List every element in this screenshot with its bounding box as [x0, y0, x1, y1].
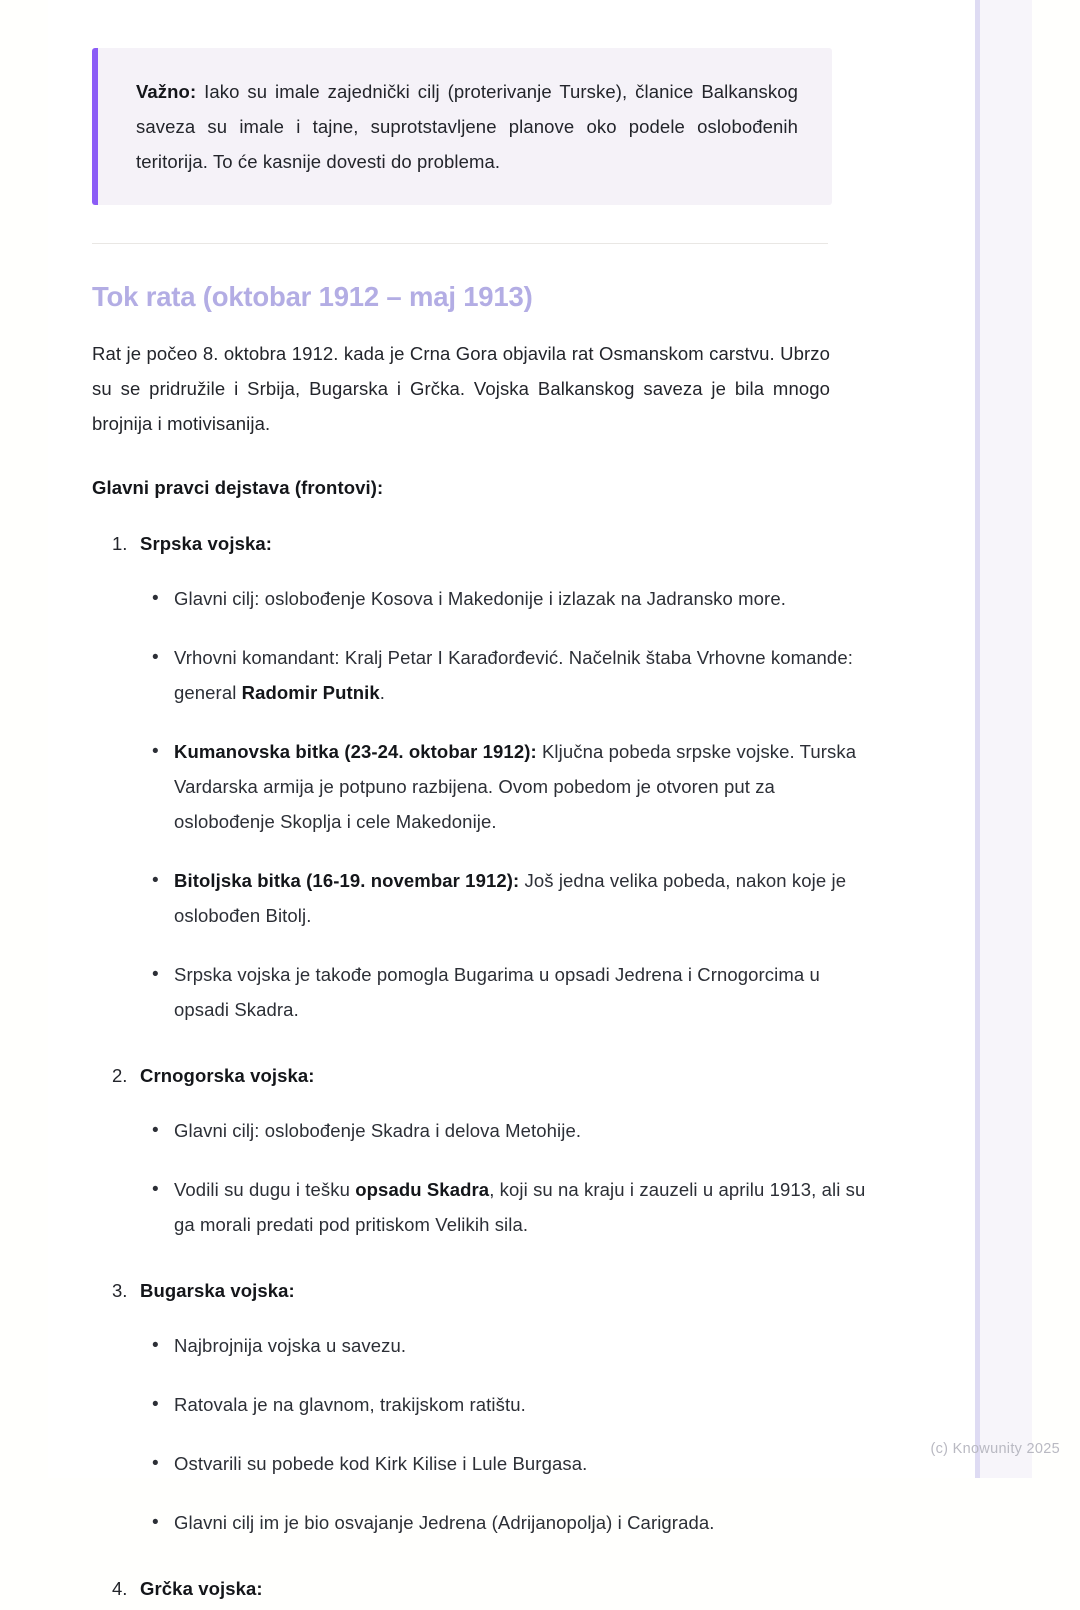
- army-point: [174, 1172, 874, 1242]
- point-text: Glavni cilj im je bio osvajanje Jedrena (Adrijanopolja) i Carigrada.: [174, 1512, 715, 1533]
- point-text: Vodili su dugu i tešku: [174, 1179, 356, 1200]
- point-text: Glavni cilj: oslobođenje Kosova i Makedonije i izlazak na Jadransko more.: [174, 588, 786, 609]
- intro-paragraph: Rat je počeo 8. oktobra 1912. kada je Crna Gora objavila rat Osmanskom carstvu. Ubrzo su se pridružile i Srbija, Bugarska i Grčka. Vojska Balkanskog saveza je bila mnogo brojnija i motivisanija.: [92, 343, 830, 434]
- army-title: Grčka vojska:: [140, 1578, 263, 1599]
- army-point: [174, 1328, 874, 1363]
- point-tail-text: .: [379, 682, 386, 703]
- callout-text: [136, 74, 798, 179]
- army-point: [174, 734, 874, 839]
- point-tail-text: , koji su na kraju i zauzeli u aprilu 1913, ali su ga morali predati pod pritiskom Velikih sila.: [174, 1179, 866, 1235]
- point-text: Glavni cilj: oslobođenje Skadra i delova Metohije.: [174, 1120, 582, 1141]
- point-text: Ratovala je na glavnom, trakijskom ratištu.: [174, 1394, 526, 1415]
- army-point: [174, 957, 874, 1027]
- point-text: Ključna pobeda srpske vojske. Turska Vardarska armija je potpuno razbijena. Ovom pobedom je otvoren put za oslobođenje Skoplja i cele Makedonije.: [174, 741, 857, 832]
- point-bold-emphasis: opsadu Skadra: [355, 1179, 490, 1200]
- fronts-label: Glavni pravci dejstava (frontovi):: [92, 477, 384, 498]
- point-text: Vrhovni komandant: Kralj Petar I Karađorđević. Načelnik štaba Vrhovne komande: general: [174, 647, 853, 703]
- watermark: (c) Knowunity 2025: [930, 1441, 1060, 1457]
- document-page: [48, 0, 975, 1599]
- army-item: [140, 1276, 878, 1540]
- army-point: [174, 863, 874, 933]
- section-heading: Tok rata (oktobar 1912 – maj 1913): [92, 281, 533, 312]
- point-bold-prefix: Bitoljska bitka (16-19. novembar 1912):: [174, 870, 520, 891]
- army-item: [140, 529, 878, 1027]
- point-text: Ostvarili su pobede kod Kirk Kilise i Lule Burgasa.: [174, 1453, 588, 1474]
- army-item: [140, 1061, 878, 1242]
- point-text: Još jedna velika pobeda, nakon koje je oslobođen Bitolj.: [174, 870, 847, 926]
- document-content: [88, 0, 878, 1610]
- army-title: Bugarska vojska:: [140, 1280, 295, 1301]
- callout-body: Iako su imale zajednički cilj (proterivanje Turske), članice Balkanskog saveza su imale i tajne, suprotstavljene planove oko podele oslobođenih teritorija. To će kasnije dovesti do problema.: [136, 81, 798, 172]
- army-point: [174, 581, 874, 616]
- army-point-list: [140, 581, 878, 1027]
- army-title: Crnogorska vojska:: [140, 1065, 315, 1086]
- army-point: [174, 1113, 874, 1148]
- section-divider: [92, 243, 828, 244]
- army-title: Srpska vojska:: [140, 533, 273, 554]
- important-callout: [92, 48, 832, 205]
- army-item: [140, 1574, 878, 1604]
- army-point: [174, 1505, 874, 1540]
- army-list: [88, 529, 878, 1604]
- point-text: Srpska vojska je takođe pomogla Bugarima u opsadi Jedrena i Crnogorcima u opsadi Skadra.: [174, 964, 820, 1020]
- army-point-list: [140, 1113, 878, 1242]
- army-point: [174, 1387, 874, 1422]
- point-bold-prefix: Kumanovska bitka (23-24. oktobar 1912):: [174, 741, 537, 762]
- army-point-list: [140, 1328, 878, 1540]
- army-point: [174, 1446, 874, 1481]
- point-text: Najbrojnija vojska u savezu.: [174, 1335, 407, 1356]
- next-page-panel: [980, 0, 1032, 1478]
- callout-lead-label: Važno:: [136, 81, 197, 102]
- army-point: [174, 640, 874, 710]
- point-bold-emphasis: Radomir Putnik: [241, 682, 380, 703]
